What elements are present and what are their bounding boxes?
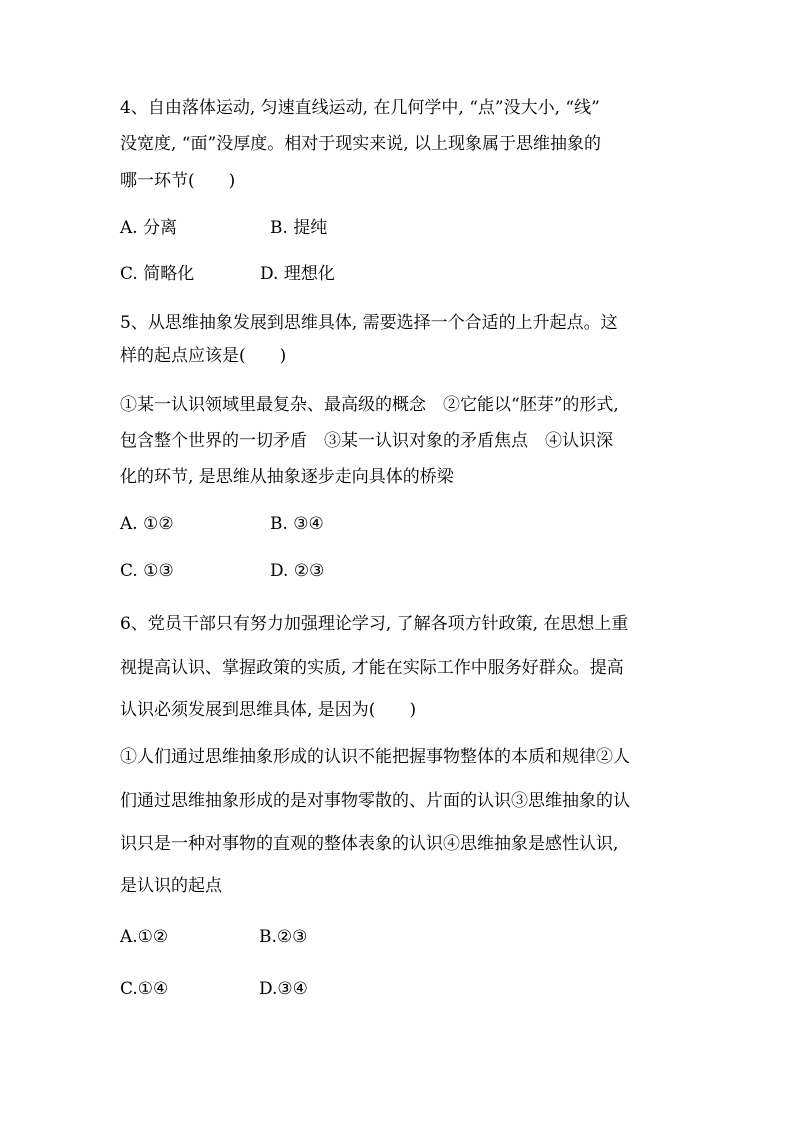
q5-option-a[interactable]: A. ①② [120, 514, 174, 534]
q5-statement-line-1: ①某一认识领域里最复杂、最高级的概念 ②它能以“胚芽”的形式, [120, 395, 619, 415]
q6-option-a[interactable]: A.①② [120, 927, 169, 947]
q6-stem-line-3: 认识必须发展到思维具体, 是因为( ) [120, 700, 417, 720]
q5-option-c[interactable]: C. ①③ [120, 561, 174, 581]
q6-option-d[interactable]: D.③④ [259, 979, 308, 999]
q4-option-c[interactable]: C. 简略化 [120, 264, 195, 284]
q4-stem-line-1: 4、自由落体运动, 匀速直线运动, 在几何学中, “点”没大小, “线” [120, 98, 600, 118]
q5-option-d[interactable]: D. ②③ [270, 561, 325, 581]
q5-stem-line-2: 样的起点应该是( ) [120, 346, 287, 366]
q6-stem-line-1: 6、党员干部只有努力加强理论学习, 了解各项方针政策, 在思想上重 [120, 614, 629, 634]
q5-stem-line-1: 5、从思维抽象发展到思维具体, 需要选择一个合适的上升起点。这 [120, 313, 618, 333]
q4-stem-line-3: 哪一环节( ) [120, 171, 236, 191]
q5-statement-line-3: 化的环节, 是思维从抽象逐步走向具体的桥梁 [120, 467, 454, 487]
q6-option-c[interactable]: C.①④ [120, 979, 169, 999]
q6-statement-line-2: 们通过思维抽象形成的是对事物零散的、片面的认识③思维抽象的认 [120, 791, 630, 811]
q6-option-b[interactable]: B.②③ [259, 927, 308, 947]
q6-statement-line-3: 识只是一种对事物的直观的整体表象的认识④思维抽象是感性认识, [120, 834, 619, 854]
q4-option-a[interactable]: A. 分离 [120, 218, 178, 238]
q4-stem-line-2: 没宽度, “面”没厚度。相对于现实来说, 以上现象属于思维抽象的 [120, 134, 601, 154]
q4-option-d[interactable]: D. 理想化 [260, 264, 335, 284]
q4-option-b[interactable]: B. 提纯 [270, 218, 328, 238]
q6-statement-line-1: ①人们通过思维抽象形成的认识不能把握事物整体的本质和规律②人 [120, 747, 630, 767]
q5-statement-line-2: 包含整个世界的一切矛盾 ③某一认识对象的矛盾焦点 ④认识深 [120, 431, 613, 451]
q5-option-b[interactable]: B. ③④ [270, 514, 324, 534]
q6-statement-line-4: 是认识的起点 [120, 876, 222, 896]
q6-stem-line-2: 视提高认识、掌握政策的实质, 才能在实际工作中服务好群众。提高 [120, 658, 624, 678]
